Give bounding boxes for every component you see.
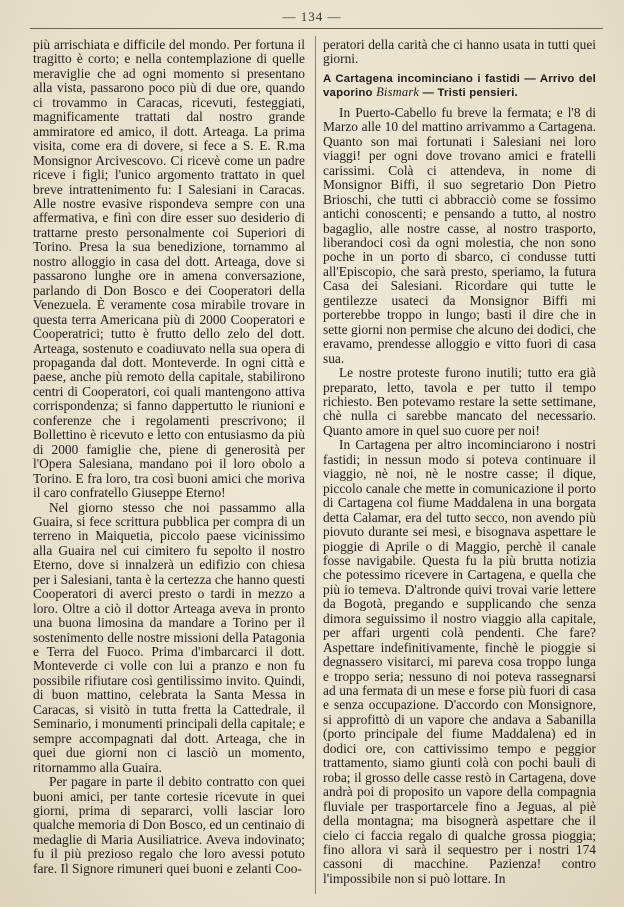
paragraph: In Cartagena per altro incominciarono i nostri fastidi; in nessun modo si poteva continuare il viaggio, nè noi, nè le nostre casse; il dique, piccolo canale che mette in comunicazione il porto di Cartagena col fiume Maddalena in una borgata detta Calamar, era del tutto secco, non avendo più piovuto durante sei mesi, e bisognava aspettare le pioggie di Aprile o di Maggio, perchè il canale fosse navigabile. Questa fu la più brutta notizia che potessimo ricevere in Cartagena, e quella che più io temeva. D'altronde quivi trovai varie lettere da Bogotà, pregando e supplicando che senza dimora seguissimo il nostro viaggio alla capitale, per affari urgenti colà pendenti. Che fare? Aspettare indefinitivamente, finchè le pioggie si degnassero visitarci, mi pareva cosa troppo lunga e troppo seria; nessuno di noi poteva rassegnarsi ad una fermata di un mese e forse più fuori di casa e senza occupazione. D'accordo con Monsignore, si approfittò di un vapore che andava a Sabanilla (porto principale del fiume Maddalena) ed in dodici ore, con cattivissimo tempo e peggior trattamento, siamo giunti colà con pochi bauli di roba; il grosso delle casse restò in Cartagena, dove andrà poi di proposito un vapore della compagnia fluviale per trasportarcele fino a Jeguas, al piè della montagna; ma bisognerà aspettare che il cielo ci faccia regalo di qualche grossa pioggia; fino allora vi sarà il sequestro per i nostri 174 cassoni di macchine. Pazienza! contro l'impossibile non si può lottare. In <box>323 437 596 886</box>
paragraph: Per pagare in parte il debito contratto con quei buoni amici, per tante cortesie ricevute in quei giorni, prima di separarci, volli lasciar loro qualche memoria di Don Bosco, ed un centinaio di medaglie di Maria Ausiliatrice. Aveva indovinato; fu il più prezioso regalo che loro avessi potuto fare. Il Signore rimuneri quei buoni e zelanti Coo- <box>33 774 305 876</box>
header-rule <box>30 28 603 29</box>
paragraph: peratori della carità che ci hanno usata in tutti quei giorni. <box>323 37 596 67</box>
page-number: — 134 — <box>282 9 342 24</box>
section-title-start: A Cartagena incominciano i fastidi — Arrivo del vaporino <box>323 72 596 99</box>
paragraph: In Puerto-Cabello fu breve la fermata; e l'8 di Marzo alle 10 del mattino arrivammo a Cartagena. Quanto son mai fortunati i Salesiani nei loro viaggi! per ogni dove trovano amici e fratelli carissimi. Colà ci attendeva, in nome di Monsignor Biffi, il suo segretario Don Pietro Brioschi, che tutti ci abbracciò come se fossimo antichi conoscenti; e pensando a tutto, al nostro bagaglio, alle nostre casse, al nostro trasporto, liberandoci così da ogni molestia, che non sono poche in un porto di sbarco, ci condusse tutti all'Episcopio, che sarà presto, speriamo, la futura Casa dei Salesiani. Ricordare qui tutte le gentilezze usateci da Monsignor Biffi mi porterebbe troppo in lungo; basti il dire che in sette giorni non permise che alcuno dei dodici, che eravamo, prendesse alloggio e vitto fuori di casa sua. <box>323 104 596 366</box>
paragraph: Le nostre proteste furono inutili; tutto era già preparato, letto, tavola e per tutto il tempo richiesto. Ben potevamo restare la sette settimane, chè nulla ci sarebbe mancato del necessario. Quanto amore in quel suo cuore per noi! <box>323 365 596 438</box>
column-divider <box>315 36 316 894</box>
section-title <box>323 73 596 100</box>
paragraph: più arrischiata e difficile del mondo. Per fortuna il tragitto è corto; e nella contemplazione di quelle meraviglie che ad ogni momento si presentano alla vista, passarono poco più di due ore, quando ci trovammo in Caracas, ricevuti, festeggiati, magnificamente trattati dal nostro grande ammiratore ed amico, il dott. Arteaga. La prima visita, come era di dovere, si fece a S. E. R.ma Monsignor Arcivescovo. Ci ricevè come un padre riceve i figli; l'unico argomento trattato in quel breve intrattenimento fu: I Salesiani in Caracas. Alle nostre evasive rispondeva sempre con una affermativa, e finì con dire esser suo desiderio di trattarne presto personalmente coi Superiori di Torino. Presa la sua benedizione, tornammo al nostro alloggio in casa del dott. Arteaga, dove si passarono lunghe ore in amena conversazione, parlando di Don Bosco e dei Cooperatori della Venezuela. È veramente cosa mirabile trovare in questa terra Americana più di 2000 Cooperatori e Cooperatrici; tutto è frutto dello zelo del dott. Arteaga, sostenuto e coadiuvato nella sua opera di propaganda dal dott. Monteverde. In ogni città e paese, anche più remoto della capitale, stabilirono centri di Cooperatori, coi quali mantengono attiva corrispondenza; si fanno dappertutto le riunioni e conferenze che i regolamenti prescrivono; il Bollettino è ricevuto e letto con entusiasmo da più di 2000 famiglie che, piene di generosità per l'Opera Salesiana, mandano poi il loro obolo a Torino. E fra loro, tra così buoni amici che moriva il caro confratello Giuseppe Eterno! <box>33 37 305 501</box>
left-column <box>33 38 305 876</box>
right-column <box>323 38 596 886</box>
section-title-end: — Tristi pensieri. <box>422 86 518 99</box>
paragraph: Nel giorno stesso che noi passammo alla Guaira, si fece scrittura pubblica per compra di un terreno in Maiquetia, piccolo paese vicinissimo alla Guaira nel cui cimitero fu sepolto il nostro Eterno, dove si innalzerà un edifizio con chiesa per i Salesiani, tanta è la certezza che hanno questi Cooperatori di averci presto o tardi in mezzo a loro. Oltre a ciò il dottor Arteaga aveva in pronto una buona limosina da mandare a Torino per il sostenimento delle nostre missioni della Patagonia e Terra del Fuoco. Prima d'imbarcarci il dott. Monteverde ci volle con lui a pranzo e non fu possibile rifiutare così gentilissimo invito. Quindi, di buon mattino, celebrata la Santa Messa in Caracas, si visitò in tutta fretta la Cattedrale, il Seminario, i monumenti principali della capitale; e sempre accompagnati dal dott. Arteaga, che in quei due giorni non ci lasciò un momento, ritornammo alla Guaira. <box>33 499 305 775</box>
section-title-ship: Bismark <box>376 84 420 99</box>
